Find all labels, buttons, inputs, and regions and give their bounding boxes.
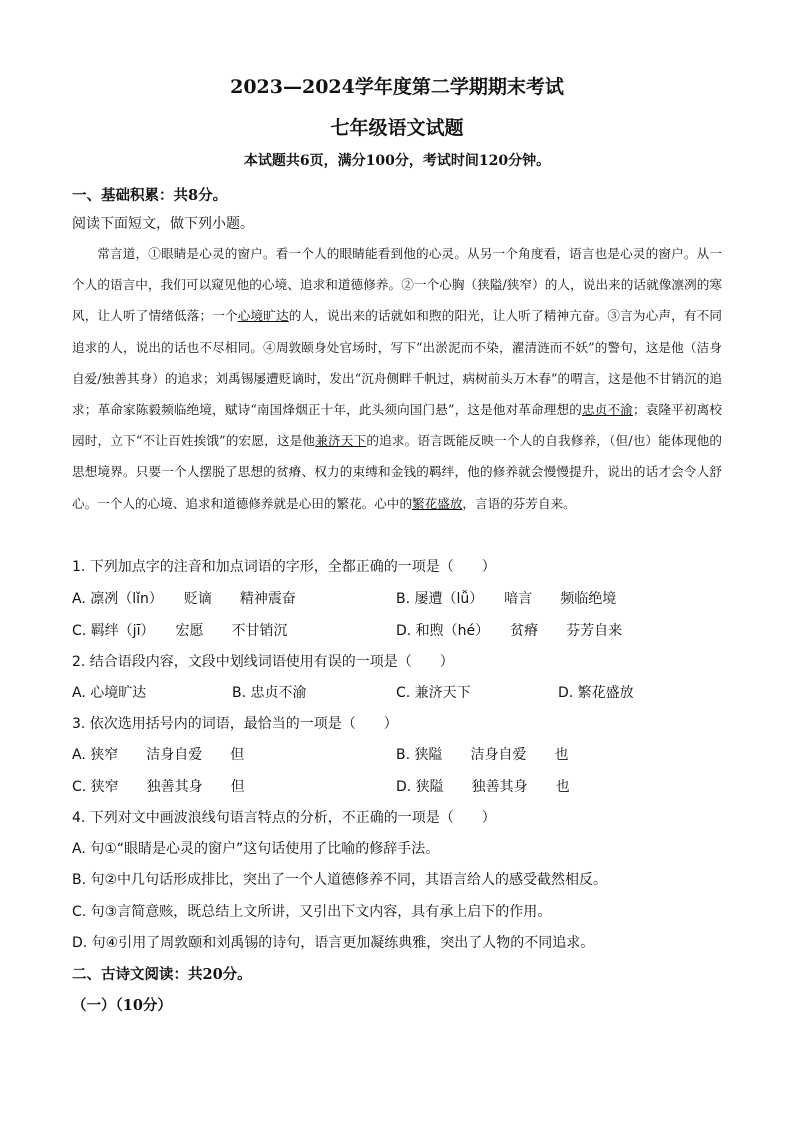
underlined-phrase-3: 兼济天下 [315,433,367,449]
question-2-option-d[interactable]: D. 繁花盛放 [558,685,634,701]
question-4-option-b[interactable]: B. 句②中几句话形成排比，突出了一个人道德修养不同，其语言给人的感受截然相反。 [72,872,608,888]
section2-heading: 二、古诗文阅读：共20分。 [72,966,252,983]
reading-passage [72,238,722,519]
section1-instruction: 阅读下面短文，做下列小题。 [72,216,254,232]
passage-text: 常言道，①眼睛是心灵的窗户。看一个人的眼睛能看到他的心灵。从另一个角度看，语言也是心灵的窗户。从一个人的语言中，我们可以窥见他的心境、追求和道德修养。②一个心胸（狭隘/狭窄）的人，说出来的话就像凛冽的寒风，让人听了情绪低落；一个 [72,246,722,324]
passage-text: ；袁隆平初离校园时，立下“不让百姓挨饿”的宏愿，这是他 [72,402,722,449]
exam-subtitle: 七年级语文试题 [330,117,464,139]
question-1-option-a[interactable]: A. 凛冽（lǐn） 贬谪 精神震奋 [72,591,296,607]
question-4-option-d[interactable]: D. 句④引用了周敦颐和刘禹锡的诗句，语言更加凝练典雅，突出了人物的不同追求。 [72,935,595,951]
question-3-option-a[interactable]: A. 狭窄 洁身自爱 但 [72,747,245,763]
question-3-stem: 3. 依次选用括号内的词语，最恰当的一项是（ ） [72,716,398,732]
section2-subheading: （一）（10分） [72,997,172,1014]
exam-title: 2023—2024学年度第二学期期末考试 [230,76,564,98]
question-3-option-c[interactable]: C. 狭窄 独善其身 但 [72,779,245,795]
question-4-option-a[interactable]: A. 句①“眼睛是心灵的窗户”这句话使用了比喻的修辞手法。 [72,841,440,857]
question-4-stem: 4. 下列对文中画波浪线句语言特点的分析，不正确的一项是（ ） [72,810,496,826]
passage-text: 的追求。语言既能反映一个人的自我修养，（但/也）能体现他的思想境界。只要一个人摆脱了思想的贫瘠、权力的束缚和金钱的羁绊，他的修养就会慢慢提升，说出的话才会令人舒心。一个人的心境、追求和道德修养就是心田的繁花。心中的 [72,433,722,511]
question-1-stem: 1. 下列加点字的注音和加点词语的字形，全都正确的一项是（ ） [72,559,496,575]
question-1-option-d[interactable]: D. 和煦（hé） 贫瘠 芬芳自来 [396,623,623,639]
question-3-option-d[interactable]: D. 狭隘 独善其身 也 [396,779,570,795]
question-2-option-c[interactable]: C. 兼济天下 [396,685,471,701]
question-2-option-a[interactable]: A. 心境旷达 [72,685,147,701]
question-2-stem: 2. 结合语段内容，文段中划线词语使用有误的一项是（ ） [72,654,454,670]
passage-text: ，言语的芬芳自来。 [462,495,576,511]
question-1-option-c[interactable]: C. 羁绊（jī） 宏愿 不甘销沉 [72,623,288,639]
underlined-phrase-2: 忠贞不渝 [582,402,633,418]
question-1-option-b[interactable]: B. 屡遭（lǚ） 喑言 频临绝境 [396,591,617,607]
underlined-phrase-1: 心境旷达 [237,308,289,324]
passage-paragraph [72,238,722,519]
section1-heading: 一、基础积累：共8分。 [72,187,228,204]
question-2-option-b[interactable]: B. 忠贞不渝 [232,685,307,701]
passage-text: 的人，说出来的话就如和煦的阳光，让人听了精神亢奋。③言为心声，有不同追求的人，说出的话也不尽相同。④周敦颐身处官场时，写下“出淤泥而不染，濯清涟而不妖”的警句，这是他（洁身自爱/独善其身）的追求；刘禹锡屡遭贬谪时，发出“沉舟侧畔千帆过，病树前头万木春”的喟言，这是他不甘销沉的追求；革命家陈毅频临绝境，赋诗“南国烽烟正十年，此头须向国门悬”，这是他对革命理想的 [72,308,723,418]
exam-info: 本试题共6页，满分100分，考试时间120分钟。 [243,153,551,169]
question-4-option-c[interactable]: C. 句③言简意赅，既总结上文所讲，又引出下文内容，具有承上启下的作用。 [72,904,552,920]
underlined-phrase-4: 繁花盛放 [412,495,463,511]
question-3-option-b[interactable]: B. 狭隘 洁身自爱 也 [396,747,569,763]
